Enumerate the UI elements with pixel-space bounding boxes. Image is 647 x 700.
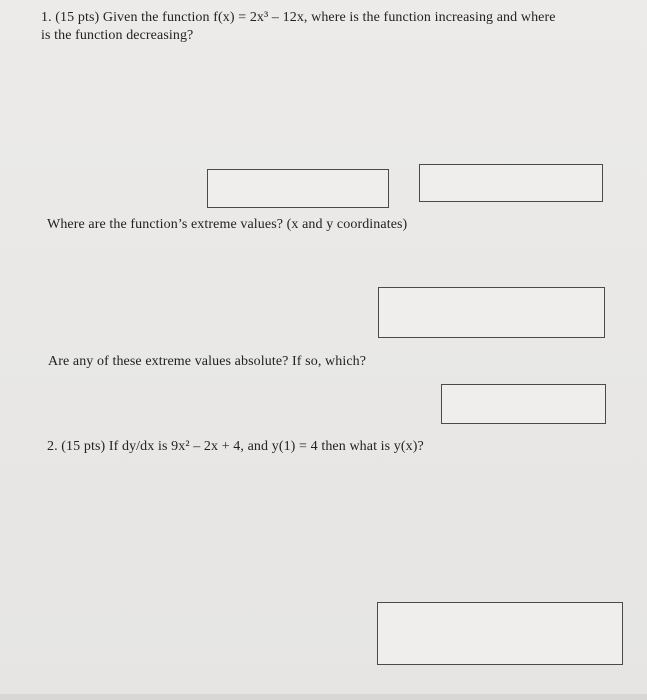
page-bottom-edge [0,694,647,700]
increasing-answer-box[interactable] [207,169,389,208]
decreasing-answer-box[interactable] [419,164,603,202]
extreme-values-answer-box[interactable] [378,287,605,338]
question-1-line-2: is the function decreasing? [41,28,194,43]
y-of-x-answer-box[interactable] [377,602,623,665]
question-1c-text: Are any of these extreme values absolute? If so, which? [48,354,367,369]
question-1b-text: Where are the function’s extreme values? (x and y coordinates) [47,217,408,232]
question-2-text: 2. (15 pts) If dy/dx is 9x² – 2x + 4, and y(1) = 4 then what is y(x)? [47,439,424,454]
question-1-line-1: 1. (15 pts) Given the function f(x) = 2x³ – 12x, where is the function increasing and where [41,10,556,25]
absolute-extrema-answer-box[interactable] [441,384,606,424]
